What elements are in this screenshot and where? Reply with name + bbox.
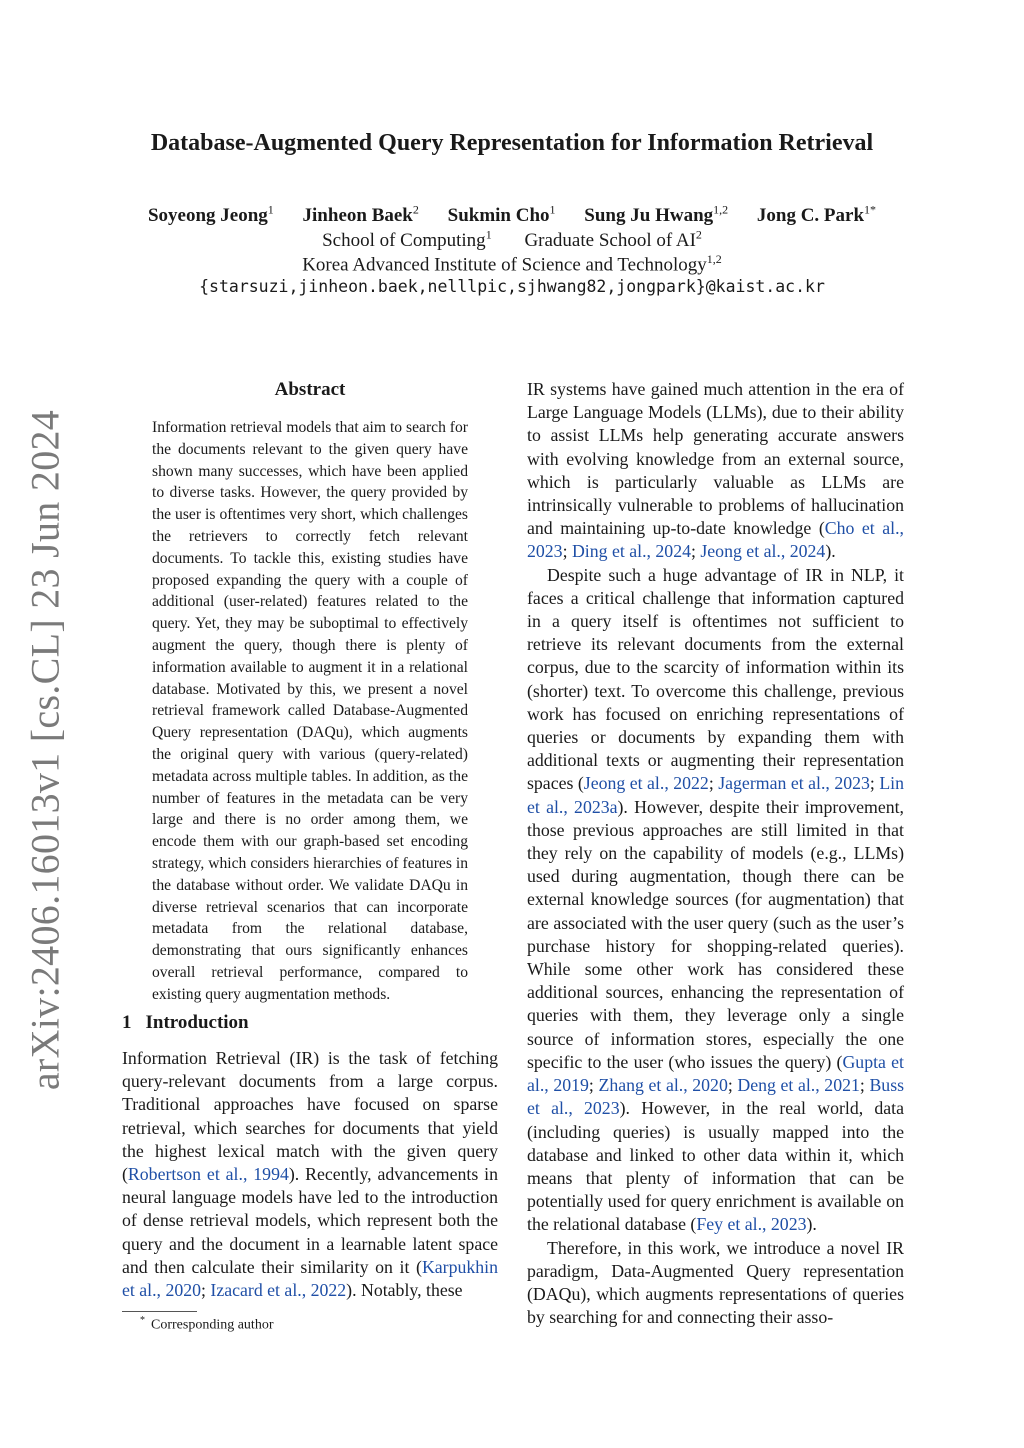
citation-link[interactable]: Fey et al., 2023 <box>696 1214 807 1235</box>
text-run: ; <box>708 773 719 794</box>
footnote-divider <box>122 1311 197 1312</box>
text-run: IR systems have gained much attention in the era of Large Language Models (LLMs), due to their ability to assist LLMs help generating accurate answers with evolving knowledge from an external source, which is particularly valuable as LLMs are intrinsically vulnerable to problems of hallucination and maintaining up-to-date knowledge ( <box>527 379 904 539</box>
text-run: ; <box>588 1075 599 1096</box>
author-name: Jong C. Park$^{1*}$ <box>756 203 877 227</box>
citation-link[interactable]: Ding et al., 2024 <box>571 541 691 562</box>
text-run: Therefore, in this work, we introduce a novel IR paradigm, Data-Augmented Query representation (DAQu), which augments representations of queries by searching for and connecting their asso- <box>527 1237 904 1328</box>
abstract-heading: Abstract <box>274 379 346 400</box>
citation-link[interactable]: Zhang et al., 2020 <box>598 1075 728 1096</box>
citation-link[interactable]: Cho et al., 2023 <box>527 518 905 562</box>
intro-left-column <box>122 1047 498 1302</box>
text-run: ; <box>690 541 701 562</box>
text-run: ). However, in the real world, data (including queries) is usually mapped into the database and linked to other data within it, which means that plenty of information that can be potentially used for query enrichment is available on the relational database ( <box>527 1098 905 1235</box>
text-run: ). <box>806 1214 817 1235</box>
paragraph <box>122 1047 498 1302</box>
text-run: ; <box>201 1280 211 1301</box>
paper-title: Database-Augmented Query Representation for Information Retrieval <box>150 130 874 156</box>
text-run: ). <box>825 541 836 562</box>
text-run: Despite such a huge advantage of IR in NLP, it faces a critical challenge that information captured in a query itself is oftentimes not sufficient to retrieve its relevant documents from the external corpus, due to the scarcity of information within its (shorter) text. To overcome this challenge, previous work has focused on enriching representations of queries or documents by expanding them with additional texts or augmenting their representation spaces ( <box>527 564 904 794</box>
citation-link[interactable]: Gupta et al., 2019 <box>527 1051 904 1096</box>
text-run: ; <box>727 1075 738 1096</box>
institution: Korea Advanced Institute of Science and Technology$^{1,2}$ <box>302 252 722 276</box>
author-emails: {starsuzi,jinheon.baek,nelllpic,sjhwang82,jongpark}@kaist.ac.kr <box>199 277 825 296</box>
text-run: Information Retrieval (IR) is the task of fetching query-relevant documents from a large corpus. Traditional approaches have focused on sparse retrieval, which searches for documents that yield the highest lexical match with the given query ( <box>122 1048 498 1185</box>
intro-right-column <box>527 378 904 1329</box>
text-run: ). However, despite their improvement, those previous approaches are still limited in that they rely on the capability of models (e.g., LLMs) used during augmentation, though there can be external knowledge sources (for augmentation) that are associated with the user query (such as the user’s purchase history for shopping-related queries). While some other work has considered these additional sources, enhancing the representation of queries with them, they leverage only a single source of information stores, especially the one specific to the user (who issues the query) ( <box>527 796 904 1072</box>
affiliation: Graduate School of $AI^2$ <box>524 228 702 252</box>
citation-link[interactable]: Buss et al., 2023 <box>527 1075 905 1119</box>
citation-link[interactable]: Jeong et al., 2024 <box>700 541 826 562</box>
author-name: Soyeong Jeong$^1$ <box>147 203 274 227</box>
paragraph <box>527 564 904 1237</box>
affiliation-list <box>0 228 1024 252</box>
affiliation: School of Computing$^1$ <box>322 228 492 252</box>
citation-link[interactable]: Lin et al., 2023a <box>527 773 905 817</box>
citation-link[interactable]: Robertson et al., 1994 <box>127 1164 289 1185</box>
author-name: Sung Ju Hwang$^{1,2}$ <box>584 203 729 227</box>
text-run: ). Notably, these <box>346 1280 463 1301</box>
citation-link[interactable]: Izacard et al., 2022 <box>210 1280 347 1301</box>
paragraph <box>527 378 904 564</box>
text-run: ; <box>859 1075 870 1096</box>
abstract-text: Information retrieval models that aim to search for the documents relevant to the given query have shown many successes, which have been applied to diverse tasks. However, the query provided by the user is oftentimes very short, which challenges the retrievers to correctly fetch relevant documents. To tackle this, existing studies have proposed expanding the query with a couple of additional (user-related) features related to the query. Yet, they may be suboptimal to effectively augment the query, though there is plenty of information available to augment it in a relational database. Motivated by this, we present a novel retrieval framework called Database-Augmented Query representation (DAQu), which augments the original query with various (query-related) metadata across multiple tables. In addition, as the number of features in the metadata can be very large and there is no order among them, we encode them with our graph-based set encoding strategy, which considers hierarchies of features in the database without order. We validate DAQu in diverse retrieval scenarios that can incorporate metadata from the relational database, demonstrating that ours significantly enhances overall retrieval performance, compared to existing query augmentation methods. <box>152 419 468 1003</box>
text-run: ; <box>869 773 880 794</box>
footnote: * Corresponding author <box>140 1315 274 1333</box>
text-run: ; <box>562 541 572 562</box>
author-name: Sukmin Cho$^1$ <box>447 203 556 227</box>
arxiv-identifier-stamp: arXiv:2406.16013v1 [cs.CL] 23 Jun 2024 <box>22 409 68 1091</box>
section-heading: 1 Introduction <box>122 1012 249 1033</box>
citation-link[interactable]: Jeong et al., 2022 <box>583 773 709 794</box>
citation-link[interactable]: Jagerman et al., 2023 <box>718 773 870 794</box>
text-run: ). Recently, advancements in neural language models have led to the introduction of dense retrieval models, which represent both the query and the document in a learnable latent space and then calculate their similarity on it ( <box>122 1164 498 1277</box>
author-name: Jinheon Baek$^2$ <box>302 203 419 227</box>
author-list <box>0 203 1024 227</box>
citation-link[interactable]: Deng et al., 2021 <box>737 1075 860 1096</box>
paragraph <box>527 1237 904 1330</box>
citation-link[interactable]: Karpukhin et al., 2020 <box>122 1256 498 1301</box>
